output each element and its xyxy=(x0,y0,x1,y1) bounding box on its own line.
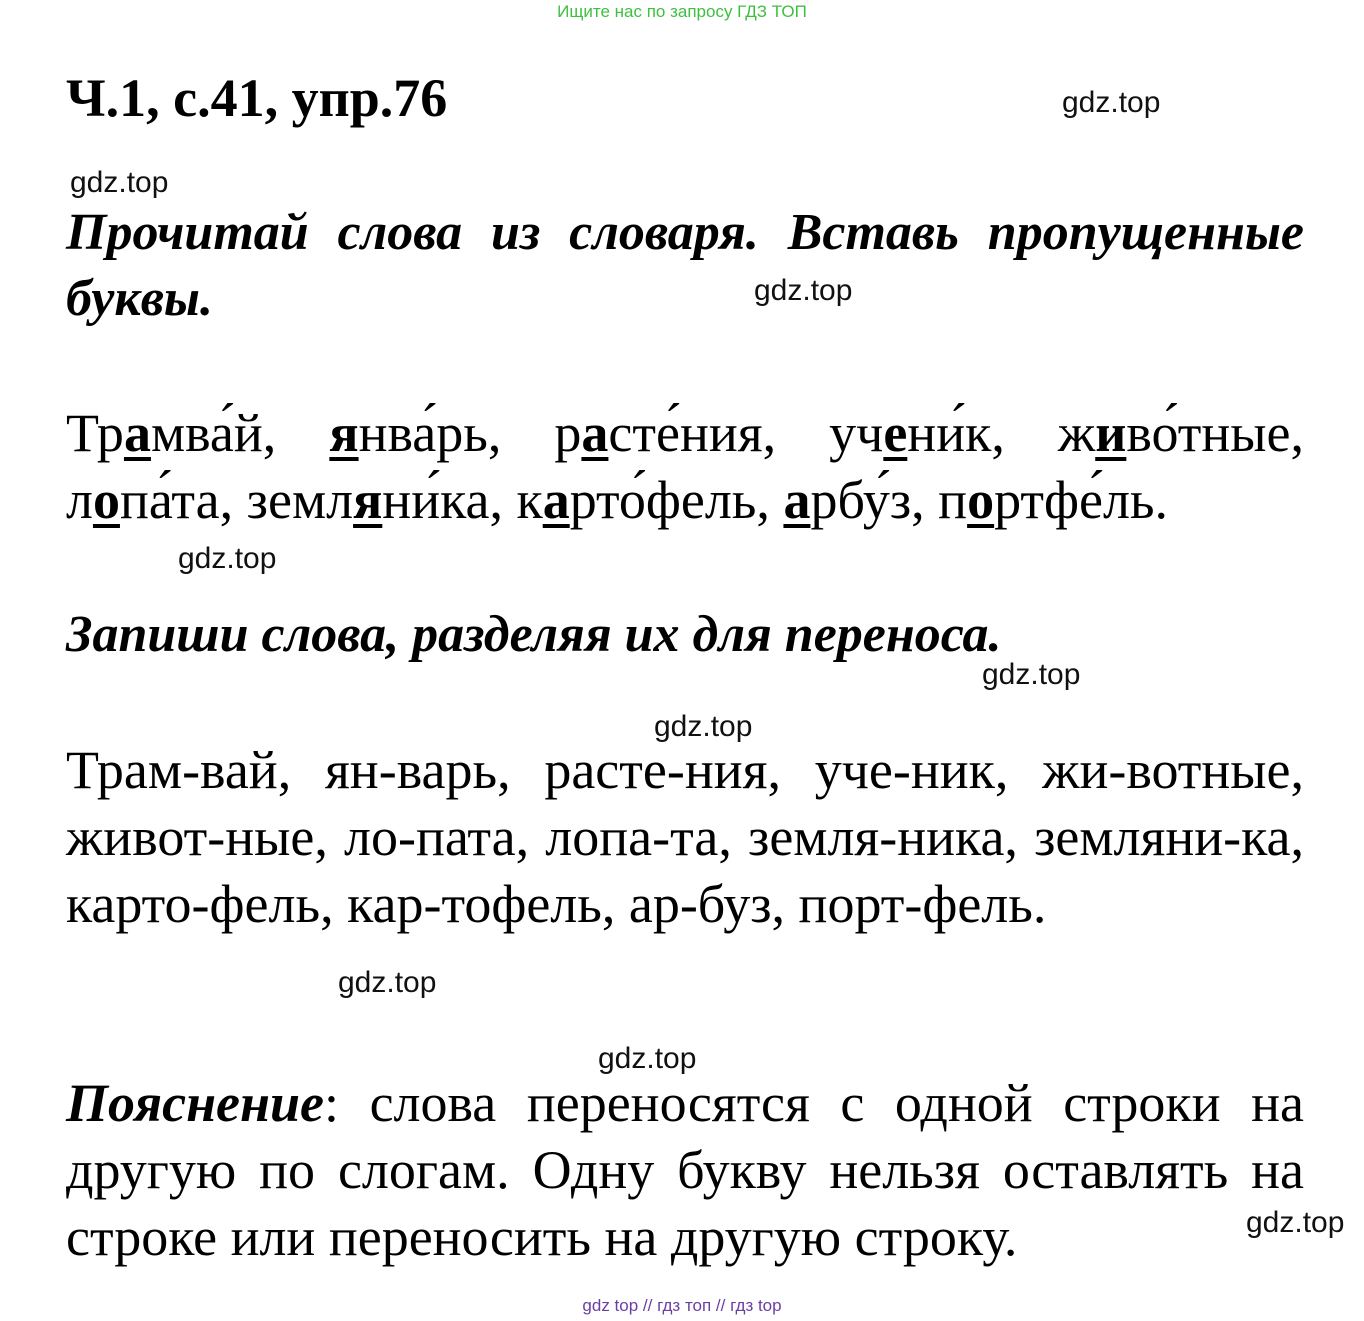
inserted-letter: о xyxy=(967,470,995,530)
inserted-letter: а xyxy=(783,470,811,530)
watermark: gdz.top xyxy=(70,166,169,199)
answer-text: во́тные, л xyxy=(66,403,1305,530)
answer-text: ни́ка, к xyxy=(382,470,543,530)
explanation-label: Пояснение xyxy=(66,1073,325,1133)
inserted-letter: е xyxy=(883,403,908,463)
watermark: gdz.top xyxy=(598,1042,697,1075)
watermark: gdz.top xyxy=(338,966,437,999)
answer-text: Тр xyxy=(66,403,124,463)
inserted-letter: а xyxy=(581,403,609,463)
answer-text: нва́рь, р xyxy=(358,403,582,463)
answer-text: па́та, земл xyxy=(119,470,354,530)
watermark: gdz.top xyxy=(754,274,853,307)
watermark: gdz.top xyxy=(654,710,753,743)
task-instruction-1: Прочитай слова из словаря. Вставь пропущенные буквы. xyxy=(66,204,1304,327)
top-banner[interactable]: Ищите нас по запросу ГДЗ ТОП xyxy=(557,2,807,21)
watermark: gdz.top xyxy=(982,658,1081,691)
answer-text: сте́ния, уч xyxy=(608,403,884,463)
answer-text: ни́к, ж xyxy=(907,403,1096,463)
inserted-letter: я xyxy=(353,470,383,530)
answer-2: Трам-вай, ян-варь, расте-ния, уче-ник, жи-вотные, живот-ные, ло-пата, лопа-та, земля-ника, земляни-ка, карто-фель, кар-тофель, ар-буз, порт-фель. xyxy=(66,740,1304,934)
explanation xyxy=(66,1070,1304,1271)
answer-text: мва́й, xyxy=(150,403,330,463)
answer-text: рбу́з, п xyxy=(810,470,968,530)
answer-1 xyxy=(66,400,1304,534)
inserted-letter: а xyxy=(123,403,151,463)
watermark: gdz.top xyxy=(1246,1206,1345,1239)
inserted-letter: о xyxy=(92,470,120,530)
page-title: Ч.1, с.41, упр.76 xyxy=(66,68,448,128)
footer-links[interactable]: gdz top // гдз топ // гдз top xyxy=(582,1296,782,1315)
inserted-letter: я xyxy=(329,403,359,463)
answer-text: ртфе́ль. xyxy=(994,470,1169,530)
inserted-letter: а xyxy=(542,470,570,530)
task-instruction-2: Запиши слова, разделяя их для переноса. xyxy=(66,606,1002,663)
watermark: gdz.top xyxy=(1062,86,1161,119)
inserted-letter: и xyxy=(1095,403,1127,463)
explanation-text: : слова переносятся с одной строки на другую по слогам. Одну букву нельзя оставлять на строке или переносить на другую строку. xyxy=(66,1073,1304,1267)
watermark: gdz.top xyxy=(178,542,277,575)
answer-text: рто́фель, xyxy=(569,470,784,530)
